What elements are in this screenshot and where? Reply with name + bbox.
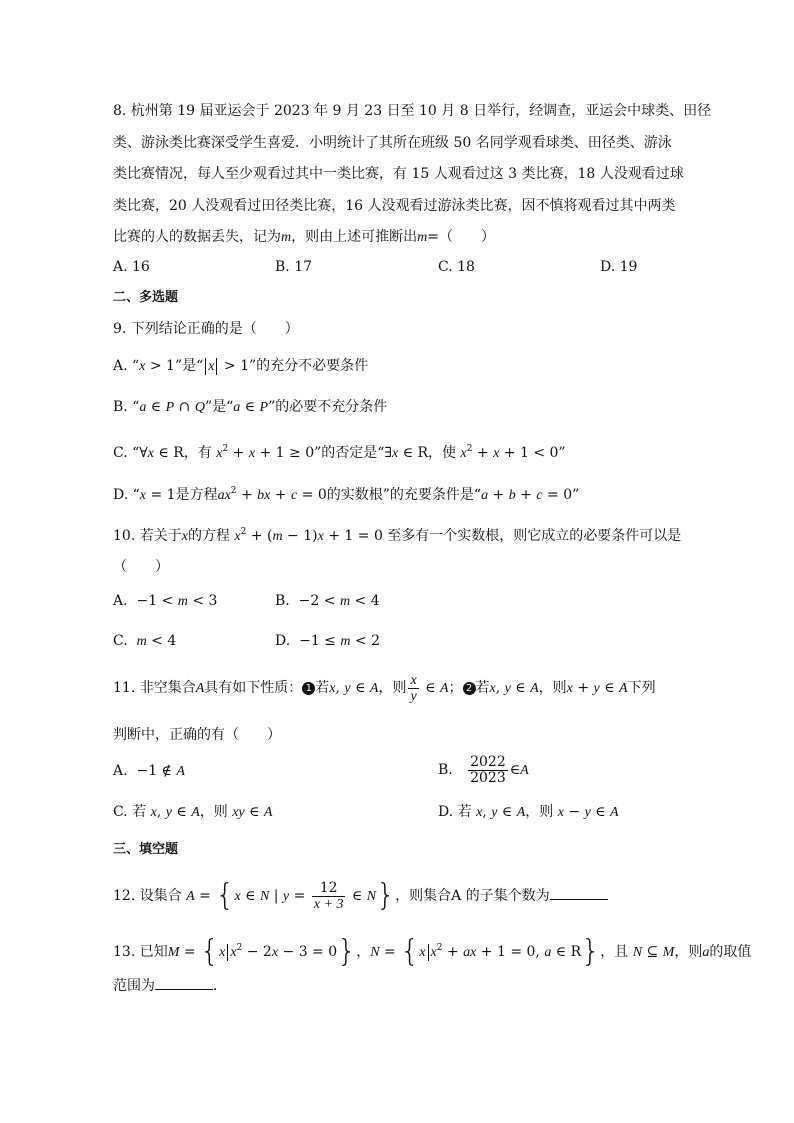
q9-option-b: B. “a ∈ P ∩ Q”是“a ∈ P”的必要不充分条件 [113,399,388,415]
q11-option-c: C. 若 x, y ∈ A，则 xy ∈ A [113,804,273,820]
q13-stem: 13. 已知M = {x $x^2 - 2x - 3 = 0$}，N = {x $x^2$ + ax + 1 = 0, a ∈ R}，且 N ⊆ M，则a的取值 [113,934,752,969]
q8-line-3: 类比赛情况，每人至少观看过其中一类比赛，有 15 人观看过这 3 类比赛，18 人没观看过球 [113,166,684,182]
q8-text: 比赛的人的数据丢失，记为 [113,229,281,245]
q8-option-a: A. 16 [113,259,150,275]
q8-line-5 [113,227,495,248]
q8-var-m: m [417,230,428,245]
q8-line-1: 8. 杭州第 19 届亚运会于 2023 年 9 月 23 日至 10 月 8 日举行，经调查，亚运会中球类、田径 [113,103,712,119]
q13-stem-line-2: 范围为 ． [113,975,227,996]
fraction-12-over-x-plus-3: $\frac{12}{x + 3}$ [313,879,344,912]
q10-option-d: D. −1 ≤ m < 2 [275,633,381,649]
q9-option-a: A. “x > 1”是“ x > 1”的充分不必要条件 [113,358,369,374]
q10-option-a: A. −1 < m < 3 [113,593,218,609]
q8-option-d: D. 19 [600,259,638,275]
answer-blank[interactable] [155,975,213,990]
section-heading-fill-in: 三、填空题 [113,842,179,857]
q11-stem-line-2: 判断中，正确的有（ ） [113,727,281,743]
q10-option-b: B. −2 < m < 4 [275,593,380,609]
q8-text: ，则由上述可推断出 [291,229,418,245]
q11-option-d: D. 若 x, y ∈ A，则 x − y ∈ A [438,804,619,820]
q9-option-c: C. “∀x ∈ R，有 $x^2 + x + 1 \ge 0$”的否定是“∃x ∈ R，使 $x^2 + x + 1 < 0$” [113,444,566,461]
q11-option-b: B. $\frac{2022}{2023}$ ∈A [438,753,529,786]
q10-answer-paren: （ ） [113,559,169,575]
answer-blank[interactable] [550,885,608,900]
q8-var-m: m [281,230,292,245]
circled-number-1: 1 [302,682,315,695]
fraction-x-over-y: $\frac{x}{y}$ [410,672,417,704]
q8-option-b: B. 17 [275,259,313,275]
q8-eq: = [427,229,439,245]
q9-stem: 9. 下列结论正确的是（ ） [113,321,299,337]
q12-stem: 12. 设集合 A = {x ∈ N | y = $\frac{12}{x + 3}$ ∈ N}，则集合A 的子集个数为 [113,876,608,917]
q10-option-c: C. m < 4 [113,633,177,649]
q8-line-4: 类比赛，20 人没观看过田径类比赛，16 人没观看过游泳类比赛，因不慎将观看过其中两类 [113,198,676,214]
q11-option-a: A. −1 ∉ A [113,763,185,779]
q8-line-2: 类、游泳类比赛深受学生喜爱．小明统计了其所在班级 50 名同学观看球类、田径类、游泳 [113,135,672,151]
fraction-2022-over-2023: $\frac{2022}{2023}$ [470,753,506,786]
q8-option-c: C. 18 [438,259,475,275]
q11-stem: 11. 非空集合A具有如下性质： 1 若x, y ∈ A，则 $\frac{x}{y}$ ∈ A； 2 若x, y ∈ A，则x + y ∈ A下列 [113,672,656,704]
q10-stem: 10. 若关于x的方程 $x^2 + (m - 1)x + 1 = 0$ 至多有一个实数根，则它成立的必要条件可以是 [113,527,682,544]
section-heading-multiple-choice: 二、多选题 [113,290,179,305]
q9-option-d: D. “x = 1是方程$ax^2$ + bx + c = 0的实数根”的充要条件是“a + b + c = 0” [113,486,580,503]
q8-answer-paren: （ ） [438,229,495,245]
circled-number-2: 2 [463,682,476,695]
